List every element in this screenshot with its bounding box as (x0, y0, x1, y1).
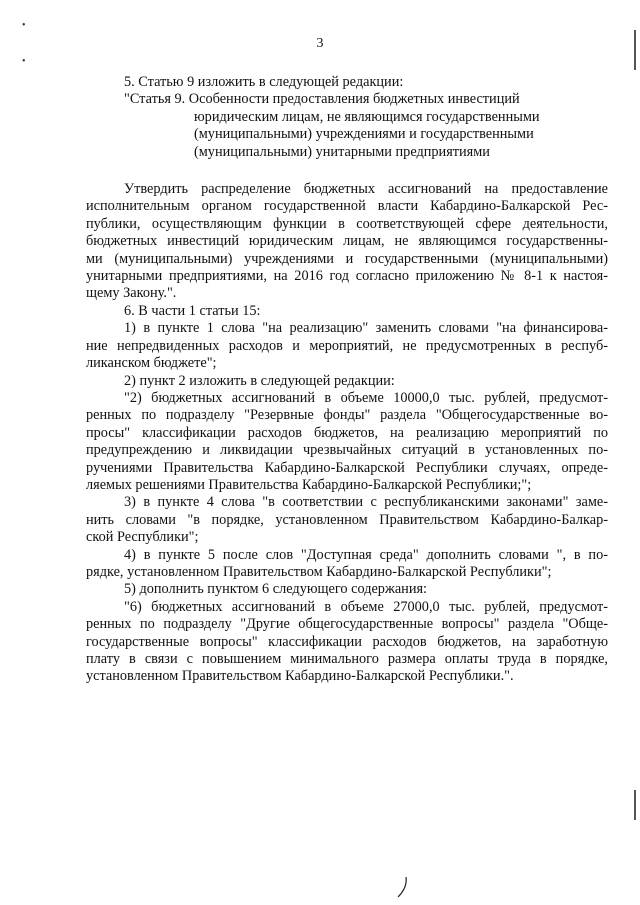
scan-dot-mark: • (22, 20, 26, 31)
spacer (86, 161, 608, 181)
paragraph (86, 547, 608, 582)
paragraph-line: ние непредвиденных расходов и мероприятий, не предусмотренных в респуб- (86, 337, 608, 354)
paragraph (86, 494, 608, 546)
paragraph-line: 2) пункт 2 изложить в следующей редакции: (124, 372, 395, 389)
paragraph-line: предупреждению и ликвидации чрезвычайных ситуаций в установленных по- (86, 442, 608, 459)
paragraph-line: щему Закону.". (86, 285, 177, 302)
paragraph (86, 373, 608, 390)
paragraph (86, 599, 608, 686)
article-title-line: (муниципальными) учреждениями и государственными (194, 126, 534, 143)
paragraph-line: нить словами "в порядке, установленном Правительством Кабардино-Балкар- (86, 511, 608, 528)
paragraph-line: 5) дополнить пунктом 6 следующего содержания: (124, 581, 428, 598)
paragraph (86, 303, 608, 320)
amendment-intro: 5. Статью 9 изложить в следующей редакции: (124, 74, 404, 90)
article-heading-block (86, 74, 608, 161)
signature-mark (396, 876, 410, 898)
paragraph (86, 581, 608, 598)
paragraph-line: 6. В части 1 статьи 15: (124, 302, 261, 319)
paragraph-line: просы" классификации расходов бюджетов, на реализацию мероприятий по (86, 424, 608, 441)
paragraph (86, 390, 608, 494)
page-number: 3 (316, 36, 324, 51)
paragraph-line: государственные вопросы" классификации расходов бюджетов, на заработную (86, 633, 608, 650)
paragraph (86, 320, 608, 372)
paragraph-line: ренных по подразделу "Резервные фонды" раздела "Общегосударственные во- (86, 407, 608, 424)
paragraph-line: "6) бюджетных ассигнований в объеме 27000,0 тыс. рублей, предусмот- (124, 598, 608, 615)
paragraph-line: исполнительным органом государственной власти Кабардино-Балкарской Рес- (86, 198, 608, 215)
paragraph-line: унитарными предприятиями, на 2016 год согласно приложению № 8-1 к настоя- (86, 268, 608, 285)
scan-dot-mark: • (22, 56, 26, 67)
paragraph-line: ской Республики"; (86, 529, 199, 546)
paragraph-line: публики, осуществляющим функции в соответствующей сфере деятельности, (86, 215, 608, 232)
paragraph-line: ренных по подразделу "Другие общегосударственные вопросы" раздела "Обще- (86, 616, 608, 633)
paragraph-line: ликанском бюджете"; (86, 355, 217, 372)
paragraph-line: Утвердить распределение бюджетных ассигнований на предоставление (124, 181, 608, 198)
article-title-line: юридическим лицам, не являющимся государственными (194, 108, 540, 125)
article-title-line: "Статья 9. Особенности предоставления бюджетных инвестиций (124, 91, 520, 108)
paragraph-line: ручениями Правительства Кабардино-Балкарской Республики случаях, опреде- (86, 459, 608, 476)
paragraph (86, 181, 608, 303)
paragraph-line: 4) в пункте 5 после слов "Доступная среда" дополнить словами ", в по- (124, 546, 608, 563)
paragraph-line: рядке, установленном Правительством Кабардино-Балкарской Республики"; (86, 563, 552, 580)
paragraph-line: плату в связи с повышением минимального размера оплаты труда в порядке, (86, 651, 608, 667)
paragraph-line: 3) в пункте 4 слова "в соответствии с республиканскими законами" заме- (124, 494, 608, 511)
document-body (86, 74, 608, 686)
paragraph-line: установленном Правительством Кабардино-Балкарской Республики.". (86, 668, 514, 685)
paragraph-line: ми (муниципальными) учреждениями и государственными (муниципальными) (86, 250, 608, 267)
article-title-line: (муниципальными) унитарными предприятиями (194, 143, 490, 160)
paragraph-line: ляемых решениями Правительства Кабардино-Балкарской Республики;"; (86, 476, 532, 493)
scan-edge-mark (634, 790, 636, 820)
paragraph-line: "2) бюджетных ассигнований в объеме 10000,0 тыс. рублей, предусмот- (124, 389, 608, 406)
paragraph-line: бюджетных инвестиций юридическим лицам, не являющимся государственны- (86, 233, 608, 250)
paragraph-line: 1) в пункте 1 слова "на реализацию" заменить словами "на финансирова- (124, 320, 608, 337)
